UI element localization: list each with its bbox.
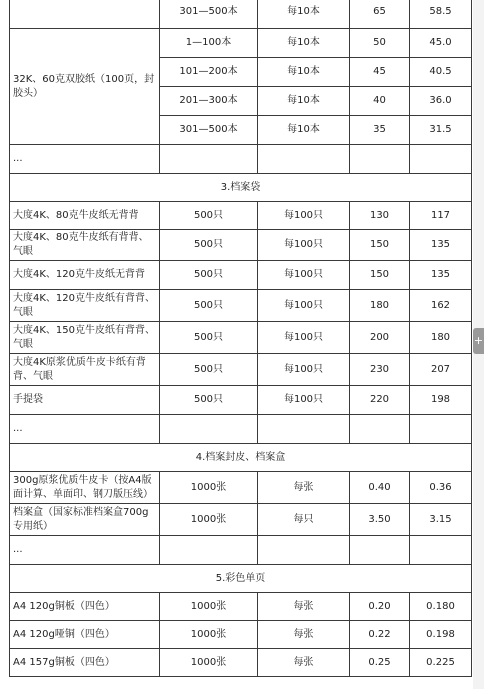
price-cell: 130 (350, 202, 410, 230)
price-cell: 0.25 (350, 649, 410, 677)
qty-cell: 301—500本 (160, 116, 258, 145)
unit-cell: 每张 (258, 593, 350, 621)
item-name-cell: A4 120g铜板（四色） (10, 593, 160, 621)
price-cell: 220 (350, 386, 410, 415)
discount-price-cell: 0.198 (410, 621, 472, 649)
unit-cell: 每100只 (258, 290, 350, 322)
price-cell: 0.40 (350, 472, 410, 504)
item-name-cell: 32K、60克双胶纸（100页，封胶头） (10, 29, 160, 145)
table-row (10, 621, 472, 649)
discount-price-cell: 36.0 (410, 87, 472, 116)
discount-price-cell: 180 (410, 322, 472, 354)
empty-cell (160, 145, 258, 174)
discount-price-cell: 3.15 (410, 504, 472, 536)
unit-cell: 每100只 (258, 386, 350, 415)
price-cell: 230 (350, 354, 410, 386)
empty-cell (258, 145, 350, 174)
qty-cell: 1000张 (160, 504, 258, 536)
empty-cell (350, 536, 410, 565)
qty-cell: 201—300本 (160, 87, 258, 116)
qty-cell: 101—200本 (160, 58, 258, 87)
empty-cell (258, 415, 350, 444)
price-cell: 35 (350, 116, 410, 145)
price-cell: 3.50 (350, 504, 410, 536)
qty-cell: 1000张 (160, 472, 258, 504)
empty-cell (160, 536, 258, 565)
price-cell: 50 (350, 29, 410, 58)
plus-icon: + (473, 334, 484, 347)
qty-cell: 500只 (160, 386, 258, 415)
section-title: 3.档案袋 (10, 174, 472, 202)
qty-cell: 500只 (160, 322, 258, 354)
price-cell: 0.22 (350, 621, 410, 649)
empty-cell (350, 415, 410, 444)
qty-cell: 500只 (160, 261, 258, 290)
price-table (9, 0, 472, 677)
table-row (10, 354, 472, 386)
empty-cell (160, 415, 258, 444)
table-row (10, 386, 472, 415)
unit-cell: 每10本 (258, 29, 350, 58)
qty-cell: 500只 (160, 230, 258, 261)
empty-cell (350, 145, 410, 174)
empty-cell (258, 536, 350, 565)
empty-cell (410, 145, 472, 174)
unit-cell: 每10本 (258, 87, 350, 116)
side-expand-handle[interactable] (473, 328, 484, 354)
price-cell: 150 (350, 230, 410, 261)
empty-cell (410, 536, 472, 565)
item-name-cell: 大度4K、80克牛皮纸无背背 (10, 202, 160, 230)
table-row (10, 472, 472, 504)
discount-price-cell: 207 (410, 354, 472, 386)
unit-cell: 每10本 (258, 58, 350, 87)
discount-price-cell: 198 (410, 386, 472, 415)
qty-cell: 500只 (160, 354, 258, 386)
table-row (10, 649, 472, 677)
discount-price-cell: 0.225 (410, 649, 472, 677)
item-name-cell: A4 120g哑铜（四色） (10, 621, 160, 649)
item-name-cell: 大度4K、120克牛皮纸有背背、气眼 (10, 290, 160, 322)
table-row (10, 29, 472, 58)
qty-cell: 1000张 (160, 593, 258, 621)
qty-cell: 301—500本 (160, 0, 258, 29)
unit-cell: 每张 (258, 649, 350, 677)
section-header-row (10, 565, 472, 593)
ellipsis-row (10, 536, 472, 565)
discount-price-cell: 162 (410, 290, 472, 322)
table-row (10, 202, 472, 230)
discount-price-cell: 31.5 (410, 116, 472, 145)
item-name-cell: 300g原浆优质牛皮卡（按A4版面计算、单面印、钢刀版压线） (10, 472, 160, 504)
section-title: 5.彩色单页 (10, 565, 472, 593)
ellipsis-row (10, 145, 472, 174)
price-cell: 65 (350, 0, 410, 29)
discount-price-cell: 40.5 (410, 58, 472, 87)
qty-cell: 1000张 (160, 621, 258, 649)
section-header-row (10, 444, 472, 472)
empty-cell (410, 415, 472, 444)
table-row (10, 504, 472, 536)
unit-cell: 每张 (258, 472, 350, 504)
price-cell: 0.20 (350, 593, 410, 621)
qty-cell: 500只 (160, 202, 258, 230)
table-row (10, 230, 472, 261)
discount-price-cell: 58.5 (410, 0, 472, 29)
section-header-row (10, 174, 472, 202)
item-name-cell: 大度4K、80克牛皮纸有背背、气眼 (10, 230, 160, 261)
unit-cell: 每张 (258, 621, 350, 649)
table-row (10, 322, 472, 354)
qty-cell: 1—100本 (160, 29, 258, 58)
discount-price-cell: 117 (410, 202, 472, 230)
unit-cell: 每100只 (258, 261, 350, 290)
ellipsis-cell: ... (10, 415, 160, 444)
item-name-cell: 大度4K、150克牛皮纸有背背、气眼 (10, 322, 160, 354)
price-cell: 200 (350, 322, 410, 354)
ellipsis-cell: ... (10, 536, 160, 565)
discount-price-cell: 0.36 (410, 472, 472, 504)
unit-cell: 每只 (258, 504, 350, 536)
document-viewport (6, 0, 473, 689)
item-name-cell: A4 157g铜板（四色） (10, 649, 160, 677)
table-row (10, 593, 472, 621)
discount-price-cell: 135 (410, 261, 472, 290)
unit-cell: 每100只 (258, 354, 350, 386)
discount-price-cell: 0.180 (410, 593, 472, 621)
price-cell: 45 (350, 58, 410, 87)
name-cell (10, 0, 160, 29)
table-row (10, 261, 472, 290)
price-cell: 180 (350, 290, 410, 322)
item-name-cell: 大度4K原浆优质牛皮卡纸有背背、气眼 (10, 354, 160, 386)
discount-price-cell: 135 (410, 230, 472, 261)
ellipsis-row (10, 415, 472, 444)
unit-cell: 每100只 (258, 322, 350, 354)
table-row (10, 0, 472, 29)
section-title: 4.档案封皮、档案盒 (10, 444, 472, 472)
qty-cell: 500只 (160, 290, 258, 322)
unit-cell: 每10本 (258, 0, 350, 29)
price-cell: 40 (350, 87, 410, 116)
unit-cell: 每100只 (258, 202, 350, 230)
table-row (10, 290, 472, 322)
item-name-cell: 手提袋 (10, 386, 160, 415)
discount-price-cell: 45.0 (410, 29, 472, 58)
qty-cell: 1000张 (160, 649, 258, 677)
item-name-cell: 档案盒（国家标准档案盒700g专用纸） (10, 504, 160, 536)
item-name-cell: 大度4K、120克牛皮纸无背背 (10, 261, 160, 290)
unit-cell: 每10本 (258, 116, 350, 145)
unit-cell: 每100只 (258, 230, 350, 261)
ellipsis-cell: ... (10, 145, 160, 174)
price-cell: 150 (350, 261, 410, 290)
